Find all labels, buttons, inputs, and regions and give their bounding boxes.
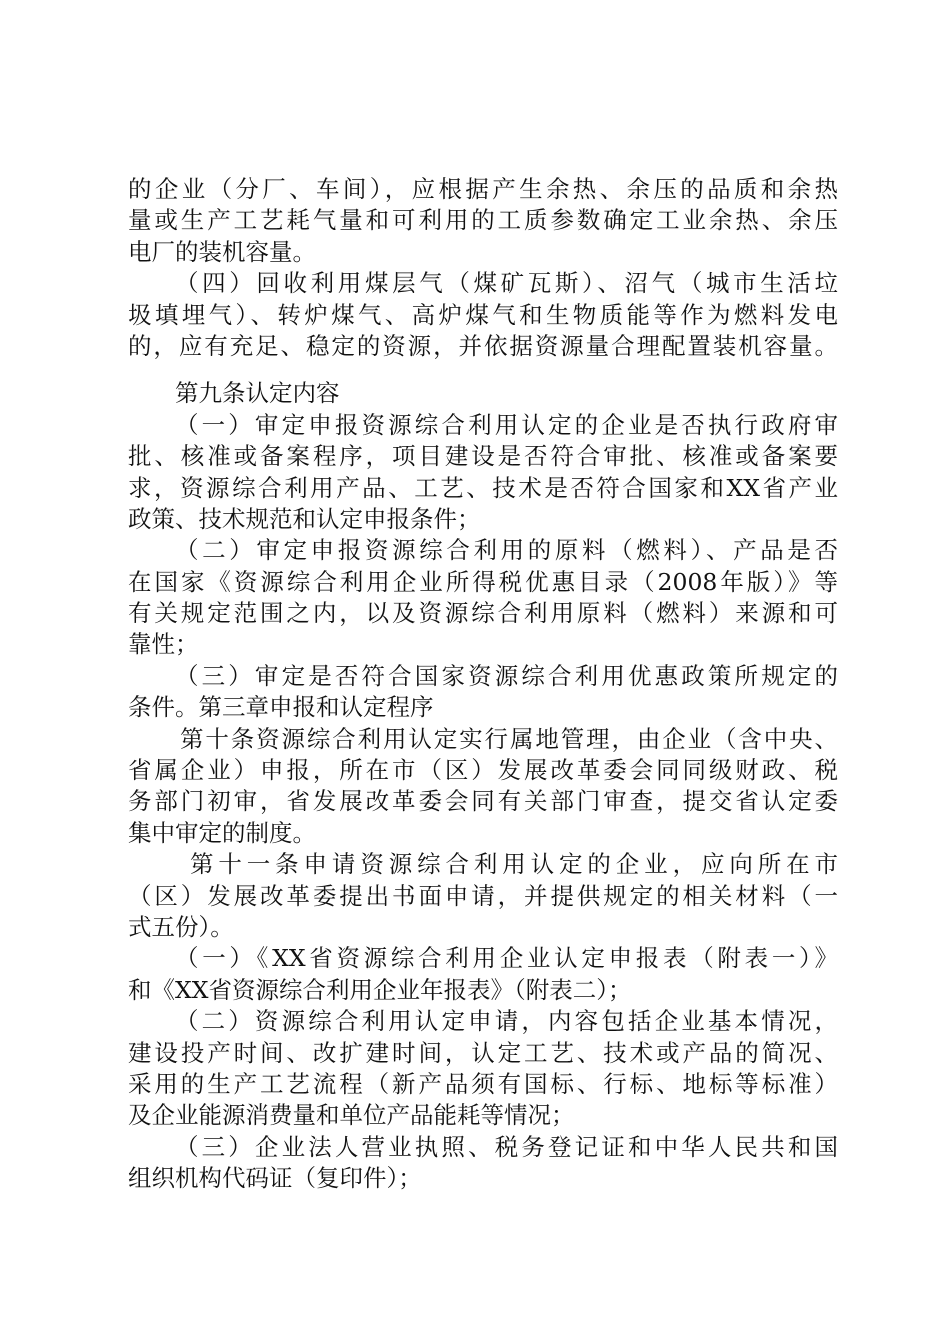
text-line: 及企业能源消费量和单位产品能耗等情况； bbox=[128, 1101, 575, 1130]
text-line: 的企业（分厂、车间），应根据产生余热、余压的品质和余热 bbox=[128, 175, 838, 203]
text-line: 量或生产工艺耗气量和可利用的工质参数确定工业余热、余压 bbox=[128, 206, 838, 235]
paragraph-item-4-fuel bbox=[128, 268, 838, 362]
text-line: 省属企业）申报，所在市（区）发展改革委会同同级财政、税 bbox=[128, 756, 838, 785]
paragraph-art11-item-2 bbox=[128, 1006, 838, 1132]
text-line: 和《XX省资源综合利用企业年报表》（附表二）； bbox=[128, 975, 632, 1004]
text-line: （三）审定是否符合国家资源综合利用优惠政策所规定的 bbox=[175, 661, 838, 690]
text-line: （二）审定申报资源综合利用的原料（燃料）、产品是否 bbox=[175, 536, 838, 565]
text-line: 第十一条申请资源综合利用认定的企业，应向所在市 bbox=[190, 850, 838, 879]
text-line: （四）回收利用煤层气（煤矿瓦斯）、沼气（城市生活垃 bbox=[175, 269, 838, 298]
text-line: 求，资源综合利用产品、工艺、技术是否符合国家和XX省产业 bbox=[128, 473, 838, 502]
text-line: （二）资源综合利用认定申请，内容包括企业基本情况， bbox=[175, 1007, 838, 1036]
text-line: 圾填埋气）、转炉煤气、高炉煤气和生物质能等作为燃料发电 bbox=[128, 300, 838, 329]
text-line: 有关规定范围之内，以及资源综合利用原料（燃料）来源和可 bbox=[128, 599, 838, 628]
text-line: 电厂的装机容量。 bbox=[128, 237, 316, 266]
paragraph-waste-heat-tail bbox=[128, 174, 838, 268]
text-line: （区）发展改革委提出书面申请，并提供规定的相关材料（一 bbox=[128, 881, 838, 910]
text-line: （一）审定申报资源综合利用认定的企业是否执行政府审 bbox=[175, 410, 838, 439]
text-line: 务部门初审，省发展改革委会同有关部门审查，提交省认定委 bbox=[128, 787, 838, 816]
text-line: 在国家《资源综合利用企业所得税优惠目录（2008年版）》等 bbox=[128, 567, 838, 596]
paragraph-art9-item-2 bbox=[128, 535, 838, 661]
paragraph-art9-item-3 bbox=[128, 661, 838, 724]
document-page bbox=[128, 174, 838, 1195]
text-line: 集中审定的制度。 bbox=[128, 818, 316, 847]
text-line: 批、核准或备案程序，项目建设是否符合审批、核准或备案要 bbox=[128, 442, 838, 471]
paragraph-art9-item-1 bbox=[128, 410, 838, 536]
text-line: 建设投产时间、改扩建时间，认定工艺、技术或产品的简况、 bbox=[128, 1038, 838, 1067]
paragraph-art11-item-1 bbox=[128, 943, 838, 1006]
paragraph-art11-item-3 bbox=[128, 1132, 838, 1195]
paragraph-article-11 bbox=[128, 849, 838, 943]
heading-article-9 bbox=[128, 378, 838, 409]
text-line: 条件。第三章申报和认定程序 bbox=[128, 693, 434, 722]
text-line: 式五份）。 bbox=[128, 912, 234, 941]
section-heading: 第九条认定内容 bbox=[175, 379, 340, 408]
paragraph-article-10 bbox=[128, 724, 838, 850]
text-line: 靠性； bbox=[128, 630, 199, 659]
text-line: 第十条资源综合利用认定实行属地管理，由企业（含中央、 bbox=[180, 724, 838, 753]
text-line: 组织机构代码证（复印件）； bbox=[128, 1164, 422, 1193]
text-line: 的，应有充足、稳定的资源，并依据资源量合理配置装机容量。 bbox=[128, 331, 838, 360]
text-line: 政策、技术规范和认定申报条件； bbox=[128, 504, 481, 533]
text-line: （三）企业法人营业执照、税务登记证和中华人民共和国 bbox=[175, 1132, 838, 1161]
text-line: 采用的生产工艺流程（新产品须有国标、行标、地标等标准） bbox=[128, 1069, 838, 1098]
text-line: （一）《XX省资源综合利用企业认定申报表（附表一）》 bbox=[175, 944, 838, 973]
paragraph-spacer bbox=[128, 362, 838, 378]
